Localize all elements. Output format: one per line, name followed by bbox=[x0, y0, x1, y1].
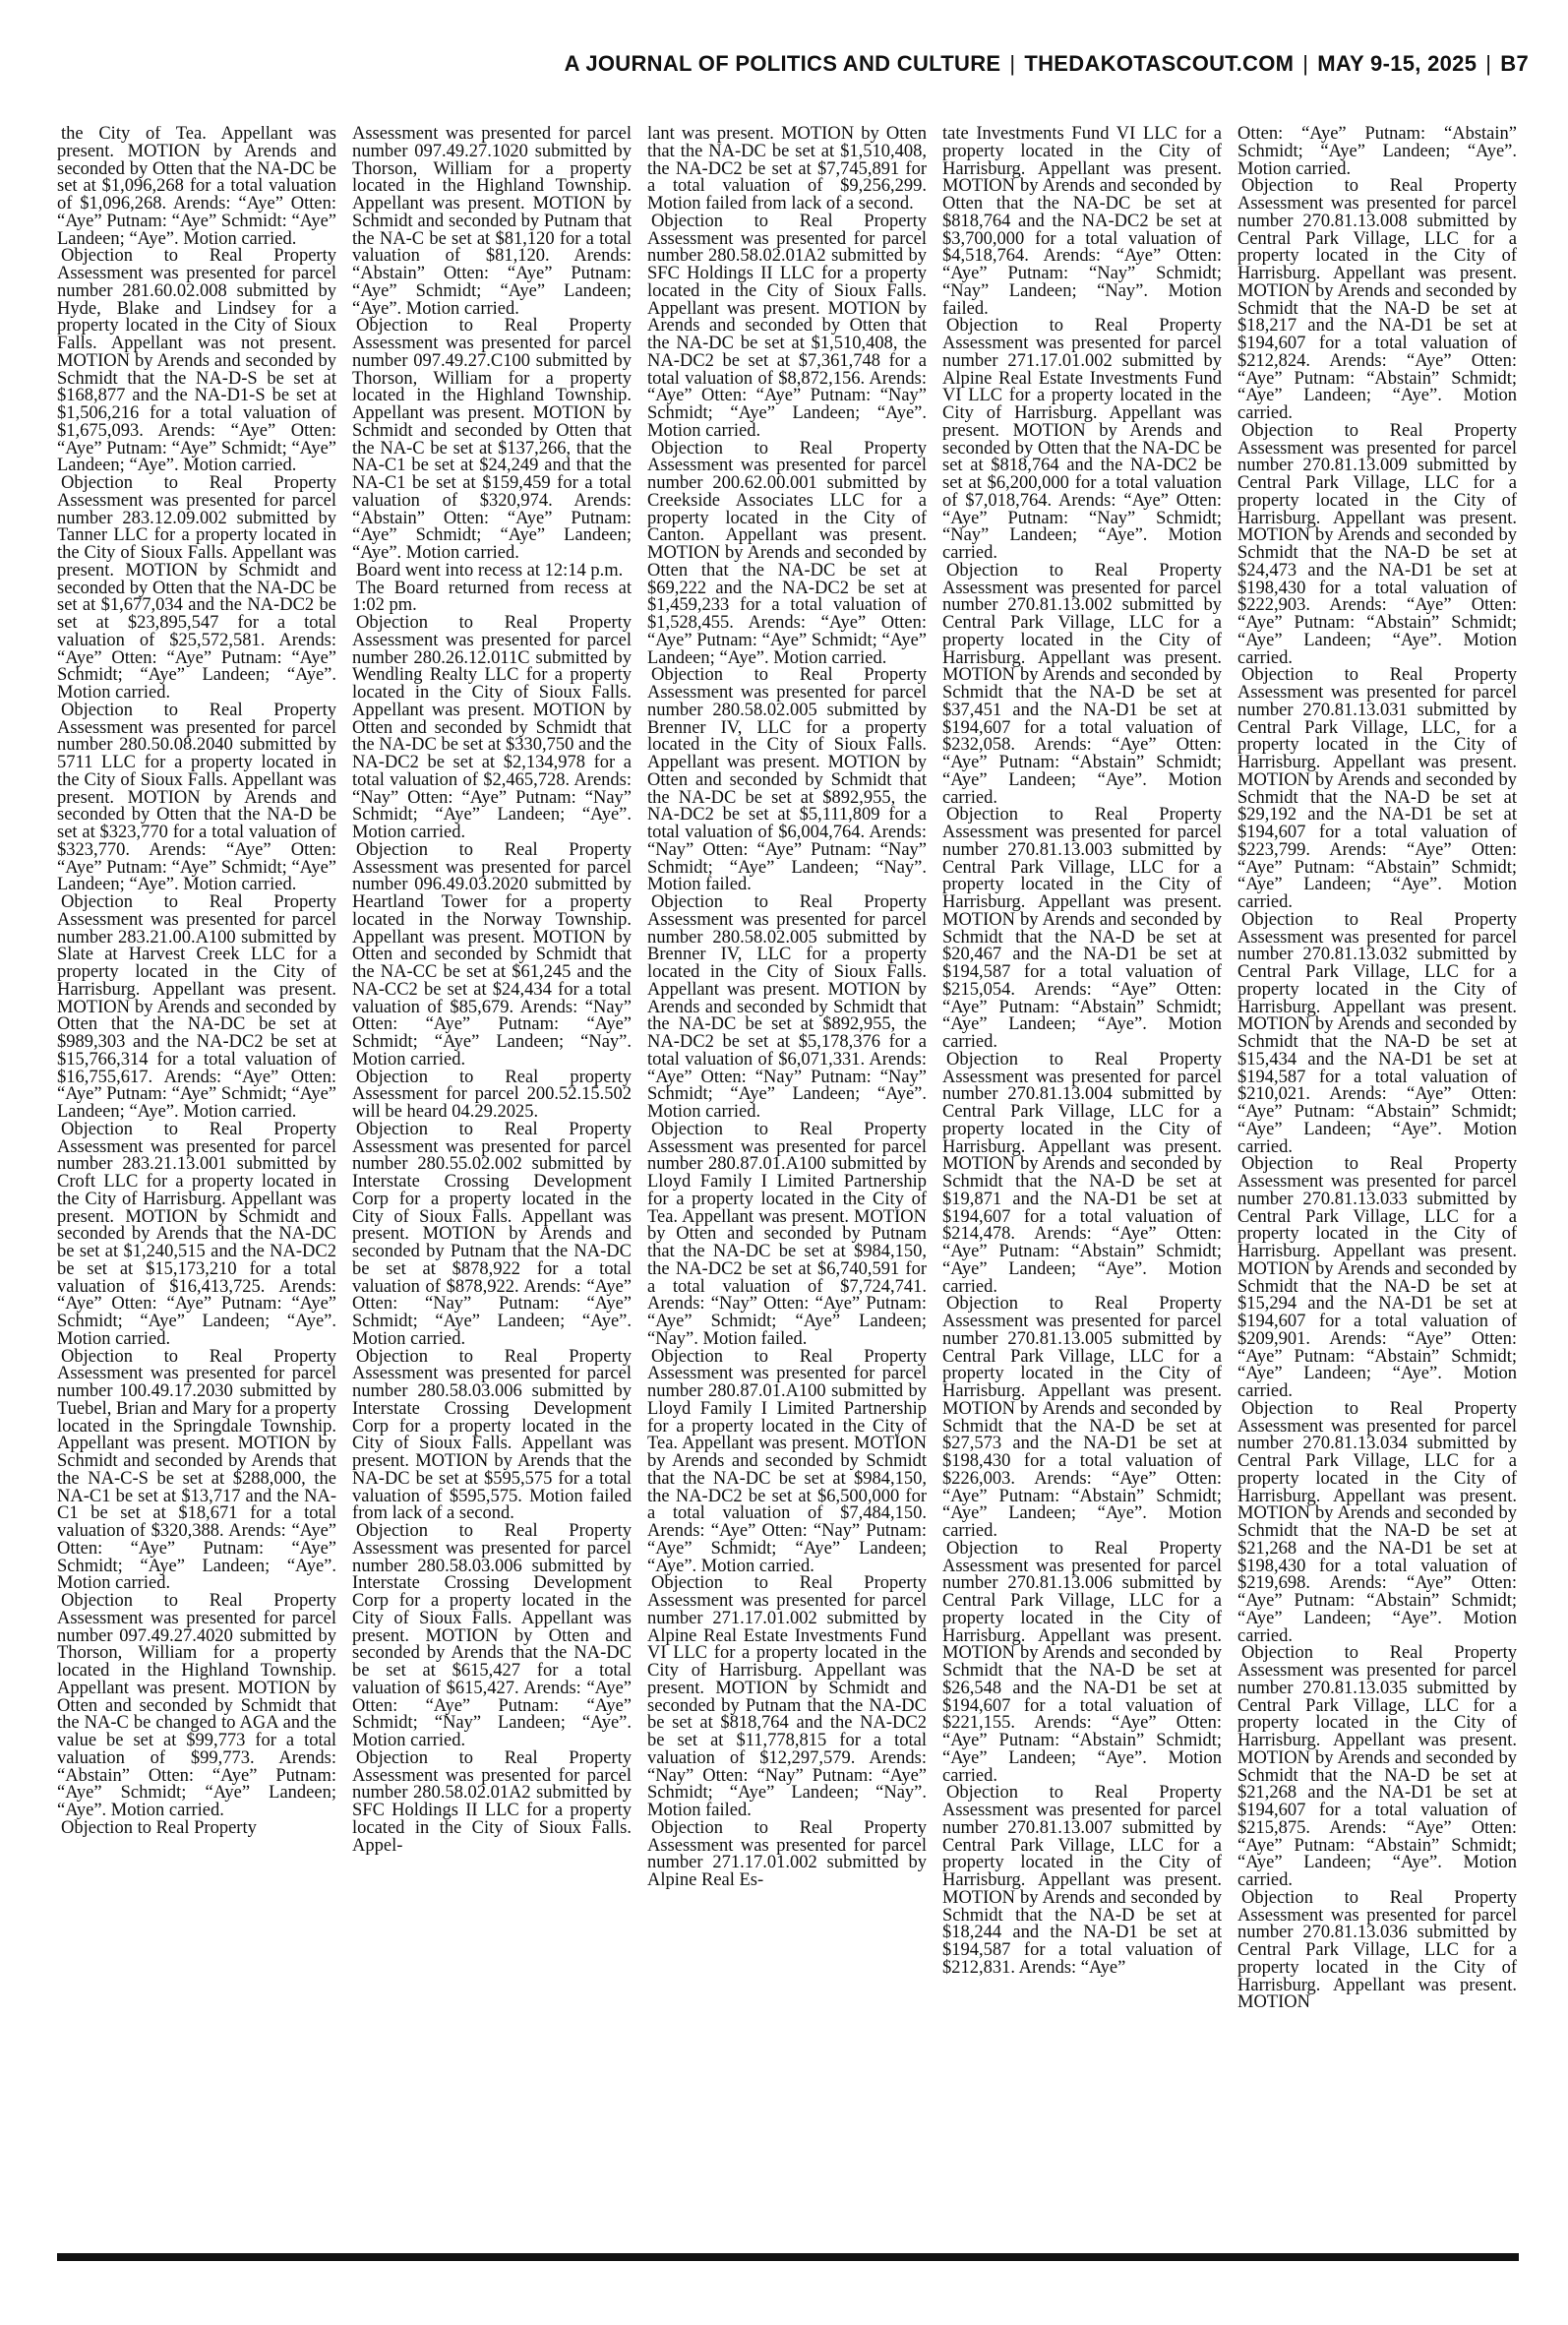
notice-paragraph: Objection to Real Property Assessment was presented for parcel number 270.81.13.036 submitted by Central Park Village, LLC for a property located in the City of Harrisburg. Appellant was present. MOTION bbox=[1237, 1887, 1517, 2013]
notice-paragraph: Objection to Real Property Assessment was presented for parcel number 100.49.17.2030 submitted by Tuebel, Brian and Mary for a property located in the Springdale Township. Appellant was present. MOTION by Schmidt and seconded by Arends that the NA-C-S be set at $288,000, the NA-C1 be set at $13,717 and the NA-C1 be set at $18,671 for a total valuation of $320,388. Arends: “Aye” Otten: “Aye” Putnam: “Aye” Schmidt; “Aye” Landeen; “Aye”. Motion carried. bbox=[57, 1346, 336, 1594]
notice-paragraph: the City of Tea. Appellant was present. MOTION by Arends and seconded by Otten that the NA-DC be set at $1,096,268 for a total valuation of $1,096,268. Arends: “Aye” Otten: “Aye” Putnam: “Aye” Schmidt: “Aye” Landeen; “Aye”. Motion carried. bbox=[57, 126, 336, 249]
notice-paragraph: Objection to Real Property Assessment was presented for parcel number 280.58.03.006 submitted by Interstate Crossing Development Corp for a property located in the City of Sioux Falls. Appellant was present. MOTION by Arends that the NA-DC be set at $595,575 for a total valuation of $595,575. Motion failed from lack of a second. bbox=[352, 1346, 632, 1524]
text-column-5 bbox=[1237, 126, 1517, 2241]
notice-paragraph: Objection to Real property Assessment for parcel 200.52.15.502 will be heard 04.29.2025. bbox=[352, 1067, 632, 1122]
notice-paragraph: Objection to Real Property Assessment was presented for parcel number 270.81.13.034 submitted by Central Park Village, LLC for a property located in the City of Harrisburg. Appellant was present. MOTION by Arends and seconded by Schmidt that the NA-D be set at $21,268 and the NA-D1 be set at $198,430 for a total valuation of $219,698. Arends: “Aye” Otten: “Aye” Putnam: “Abstain” Schmidt; “Aye” Landeen; “Aye”. Motion carried. bbox=[1237, 1398, 1517, 1646]
notice-paragraph: Objection to Real Property Assessment was presented for parcel number 270.81.13.008 submitted by Central Park Village, LLC for a property located in the City of Harrisburg. Appellant was present. MOTION by Arends and seconded by Schmidt that the NA-D be set at $18,217 and the NA-D1 be set at $194,607 for a total valuation of $212,824. Arends: “Aye” Otten: “Aye” Putnam: “Abstain” Schmidt; “Aye” Landeen; “Aye”. Motion carried. bbox=[1237, 176, 1517, 423]
bottom-rule bbox=[57, 2253, 1519, 2261]
notice-paragraph: Assessment was presented for parcel number 097.49.27.1020 submitted by Thorson, William for a property located in the Highland Township. Appellant was present. MOTION by Schmidt and seconded by Putnam that the NA-C be set at $81,120 for a total valuation of $81,120. Arends: “Abstain” Otten: “Aye” Putnam: “Aye” Schmidt; “Aye” Landeen; “Aye”. Motion carried. bbox=[352, 126, 632, 319]
notice-paragraph: Objection to Real Property Assessment was presented for parcel number 280.87.01.A100 submitted by Lloyd Family I Limited Partnership for a property located in the City of Tea. Appellant was present. MOTION by Otten and seconded by Putnam that the NA-DC be set at $984,150, the NA-DC2 be set at $6,740,591 for a total valuation of $7,724,741. Arends: “Nay” Otten: “Aye” Putnam: “Aye” Schmidt; “Aye” Landeen; “Nay”. Motion failed. bbox=[647, 1119, 927, 1349]
header-line bbox=[565, 51, 1529, 77]
notice-paragraph: Objection to Real Property Assessment was presented for parcel number 281.60.02.008 submitted by Hyde, Blake and Lindsey for a property located in the City of Sioux Falls. Appellant was not present. MOTION by Arends and seconded by Schmidt that the NA-D-S be set at $168,877 and the NA-D1-S be set at $1,506,216 for a total valuation of $1,675,093. Arends: “Aye” Otten: “Aye” Putnam: “Aye” Schmidt; “Aye” Landeen; “Aye”. Motion carried. bbox=[57, 246, 336, 476]
issue-date: MAY 9-15, 2025 bbox=[1317, 51, 1478, 76]
notice-paragraph: Objection to Real Property bbox=[61, 1817, 257, 1838]
text-column-3 bbox=[647, 126, 927, 2241]
text-column-2 bbox=[352, 126, 632, 2241]
notice-paragraph: Objection to Real Property Assessment was presented for parcel number 283.21.00.A100 submitted by Slate at Harvest Creek LLC for a property located in the City of Harrisburg. Appellant was present. MOTION by Arends and seconded by Otten that the NA-DC be set at $989,303 and the NA-DC2 be set at $15,766,314 for a total valuation of $16,755,617. Arends: “Aye” Otten: “Aye” Putnam: “Aye” Schmidt; “Aye” Landeen; “Aye”. Motion carried. bbox=[57, 892, 336, 1122]
notice-paragraph: Objection to Real Property Assessment was presented for parcel number 280.58.02.005 submitted by Brenner IV, LLC for a property located in the City of Sioux Falls. Appellant was present. MOTION by Otten and seconded by Schmidt that the NA-DC be set at $892,955, the NA-DC2 be set at $5,111,809 for a total valuation of $6,004,764. Arends: “Nay” Otten: “Aye” Putnam: “Nay” Schmidt; “Aye” Landeen; “Nay”. Motion failed. bbox=[647, 665, 927, 895]
notice-paragraph: Objection to Real Property Assessment was presented for parcel number 270.81.13.003 submitted by Central Park Village, LLC for a property located in the City of Harrisburg. Appellant was present. MOTION by Arends and seconded by Schmidt that the NA-D be set at $20,467 and the NA-D1 be set at $194,587 for a total valuation of $215,054. Arends: “Aye” Otten: “Aye” Putnam: “Abstain” Schmidt; “Aye” Landeen; “Aye”. Motion carried. bbox=[942, 805, 1222, 1052]
notice-paragraph: The Board returned from recess at 1:02 pm. bbox=[352, 578, 632, 616]
header-separator: | bbox=[1485, 51, 1492, 76]
notice-paragraph: Objection to Real Property Assessment was presented for parcel number 270.81.13.007 submitted by Central Park Village, LLC for a property located in the City of Harrisburg. Appellant was present. MOTION by Arends and seconded by Schmidt that the NA-D be set at $18,244 and the NA-D1 be set at $194,587 for a total valuation of $212,831. Arends: “Aye” bbox=[942, 1783, 1222, 1978]
notice-paragraph: Objection to Real Property Assessment was presented for parcel number 271.17.01.002 submitted by Alpine Real Estate Investments Fund VI LLC for a property located in the City of Harrisburg. Appellant was present. MOTION by Schmidt and seconded by Putnam that the NA-DC be set at $818,764 and the NA-DC2 be set at $11,778,815 for a total valuation of $12,297,579. Arends: “Nay” Otten: “Nay” Putnam: “Aye” Schmidt; “Aye” Landeen; “Nay”. Motion failed. bbox=[647, 1573, 927, 1820]
notice-paragraph: Objection to Real Property Assessment was presented for parcel number 280.58.02.01A2 submitted by SFC Holdings II LLC for a property located in the City of Sioux Falls. Appel- bbox=[352, 1747, 632, 1856]
notice-paragraph: Objection to Real Property Assessment was presented for parcel number 280.58.02.01A2 submitted by SFC Holdings II LLC for a property located in the City of Sioux Falls. Appellant was present. MOTION by Arends and seconded by Otten that the NA-DC be set at $1,510,408, the NA-DC2 be set at $7,361,748 for a total valuation of $8,872,156. Arends: “Aye” Otten: “Aye” Putnam: “Nay” Schmidt; “Aye” Landeen; “Aye”. Motion carried. bbox=[647, 211, 927, 441]
text-column-1 bbox=[57, 126, 336, 2241]
notice-paragraph: Objection to Real Property Assessment was presented for parcel number 096.49.03.2020 submitted by Heartland Tower for a property located in the Norway Township. Appellant was present. MOTION by Otten and seconded by Schmidt that the NA-CC be set at $61,245 and the NA-CC2 be set at $24,434 for a total valuation of $85,679. Arends: “Nay” Otten: “Aye” Putnam: “Aye” Schmidt; “Aye” Landeen; “Nay”. Motion carried. bbox=[352, 839, 632, 1070]
notice-paragraph: Objection to Real Property Assessment was presented for parcel number 270.81.13.004 submitted by Central Park Village, LLC for a property located in the City of Harrisburg. Appellant was present. MOTION by Arends and seconded by Schmidt that the NA-D be set at $19,871 and the NA-D1 be set at $194,607 for a total valuation of $214,478. Arends: “Aye” Otten: “Aye” Putnam: “Abstain” Schmidt; “Aye” Landeen; “Aye”. Motion carried. bbox=[942, 1049, 1222, 1297]
site-url[interactable]: THEDAKOTASCOUT.COM bbox=[1024, 51, 1295, 76]
notice-paragraph: lant was present. MOTION by Otten that the NA-DC be set at $1,510,408, the NA-DC2 be set at $7,745,891 for a total valuation of $9,256,299. Motion failed from lack of a second. bbox=[647, 126, 927, 214]
notice-paragraph: Objection to Real Property Assessment was presented for parcel number 270.81.13.009 submitted by Central Park Village, LLC for a property located in the City of Harrisburg. Appellant was present. MOTION by Arends and seconded by Schmidt that the NA-D be set at $24,473 and the NA-D1 be set at $198,430 for a total valuation of $222,903. Arends: “Aye” Otten: “Aye” Putnam: “Abstain” Schmidt; “Aye” Landeen; “Aye”. Motion carried. bbox=[1237, 420, 1517, 668]
page-header bbox=[0, 51, 1568, 87]
page-number: B7 bbox=[1500, 51, 1529, 76]
notice-paragraph: Otten: “Aye” Putnam: “Abstain” Schmidt; “Aye” Landeen; “Aye”. Motion carried. bbox=[1237, 126, 1517, 179]
notice-paragraph: Objection to Real Property Assessment was presented for parcel number 270.81.13.033 submitted by Central Park Village, LLC for a property located in the City of Harrisburg. Appellant was present. MOTION by Arends and seconded by Schmidt that the NA-D be set at $15,294 and the NA-D1 be set at $194,607 for a total valuation of $209,901. Arends: “Aye” Otten: “Aye” Putnam: “Abstain” Schmidt; “Aye” Landeen; “Aye”. Motion carried. bbox=[1237, 1154, 1517, 1401]
notice-paragraph: Board went into recess at 12:14 p.m. bbox=[356, 560, 624, 581]
notice-paragraph: Objection to Real Property Assessment was presented for parcel number 200.62.00.001 submitted by Creekside Associates LLC for a property located in the City of Canton. Appellant was present. MOTION by Arends and seconded by Otten that the NA-DC be set at $69,222 and the NA-DC2 be set at $1,459,233 for a total valuation of $1,528,455. Arends: “Aye” Otten: “Aye” Putnam: “Aye” Schmidt; “Aye” Landeen; “Aye”. Motion carried. bbox=[647, 438, 927, 668]
notice-paragraph: Objection to Real Property Assessment was presented for parcel number 280.58.03.006 submitted by Interstate Crossing Development Corp for a property located in the City of Sioux Falls. Appellant was present. MOTION by Otten and seconded by Arends that the NA-DC be set at $615,427 for a total valuation of $615,427. Arends: “Aye” Otten: “Aye” Putnam: “Aye” Schmidt; “Nay” Landeen; “Aye”. Motion carried. bbox=[352, 1521, 632, 1750]
notice-paragraph: Objection to Real Property Assessment was presented for parcel number 270.81.13.005 submitted by Central Park Village, LLC for a property located in the City of Harrisburg. Appellant was present. MOTION by Arends and seconded by Schmidt that the NA-D be set at $27,573 and the NA-D1 be set at $198,430 for a total valuation of $226,003. Arends: “Aye” Otten: “Aye” Putnam: “Abstain” Schmidt; “Aye” Landeen; “Aye”. Motion carried. bbox=[942, 1294, 1222, 1541]
notice-paragraph: Objection to Real Property Assessment was presented for parcel number 270.81.13.031 submitted by Central Park Village, LLC, for a property located in the City of Harrisburg. Appellant was present. MOTION by Arends and seconded by Schmidt that the NA-D be set at $29,192 and the NA-D1 be set at $194,607 for a total valuation of $223,799. Arends: “Aye” Otten: “Aye” Putnam: “Abstain” Schmidt; “Aye” Landeen; “Aye”. Motion carried. bbox=[1237, 665, 1517, 912]
article-columns bbox=[57, 126, 1519, 2241]
notice-paragraph: Objection to Real Property Assessment was presented for parcel number 280.58.02.005 submitted by Brenner IV, LLC for a property located in the City of Sioux Falls. Appellant was present. MOTION by Arends and seconded by Schmidt that the NA-DC be set at $892,955, the NA-DC2 be set at $5,178,376 for a total valuation of $6,071,331. Arends: “Aye” Otten: “Nay” Putnam: “Nay” Schmidt; “Aye” Landeen; “Aye”. Motion carried. bbox=[647, 892, 927, 1122]
notice-paragraph: Objection to Real Property Assessment was presented for parcel number 097.49.27.4020 submitted by Thorson, William for a property located in the Highland Township. Appellant was present. MOTION by Otten and seconded by Schmidt that the NA-C be changed to AGA and the value be set at $99,773 for a total valuation of $99,773. Arends: “Abstain” Otten: “Aye” Putnam: “Aye” Schmidt; “Aye” Landeen; “Aye”. Motion carried. bbox=[57, 1591, 336, 1820]
notice-paragraph: Objection to Real Property Assessment was presented for parcel number 280.55.02.002 submitted by Interstate Crossing Development Corp for a property located in the City of Sioux Falls. Appellant was present. MOTION by Arends and seconded by Putnam that the NA-DC be set at $878,922 for a total valuation of $878,922. Arends: “Aye” Otten: “Nay” Putnam: “Aye” Schmidt; “Aye” Landeen; “Aye”. Motion carried. bbox=[352, 1119, 632, 1349]
notice-paragraph: Objection to Real Property Assessment was presented for parcel number 271.17.01.002 submitted by Alpine Real Estate Investments Fund VI LLC for a property located in the City of Harrisburg. Appellant was present. MOTION by Arends and seconded by Otten that the NA-DC be set at $818,764 and the NA-DC2 be set at $6,200,000 for a total valuation of $7,018,764. Arends: “Aye” Otten: “Aye” Putnam: “Nay” Schmidt; “Nay” Landeen; “Aye”. Motion carried. bbox=[942, 316, 1222, 563]
notice-paragraph: Objection to Real Property Assessment was presented for parcel number 280.50.08.2040 submitted by 5711 LLC for a property located in the City of Sioux Falls. Appellant was present. MOTION by Arends and seconded by Otten that the NA-D be set at $323,770 for a total valuation of $323,770. Arends: “Aye” Otten: “Aye” Putnam: “Aye” Schmidt; “Aye” Landeen; “Aye”. Motion carried. bbox=[57, 700, 336, 895]
header-separator: | bbox=[1009, 51, 1016, 76]
notice-paragraph: Objection to Real Property Assessment was presented for parcel number 283.21.13.001 submitted by Croft LLC for a property located in the City of Harrisburg. Appellant was present. MOTION by Schmidt and seconded by Arends that the NA-DC be set at $1,240,515 and the NA-DC2 be set at $15,173,210 for a total valuation of $16,413,725. Arends: “Aye” Otten: “Aye” Putnam: “Aye” Schmidt; “Aye” Landeen; “Aye”. Motion carried. bbox=[57, 1119, 336, 1349]
text-column-4 bbox=[942, 126, 1222, 2241]
notice-paragraph: Objection to Real Property Assessment was presented for parcel number 271.17.01.002 submitted by Alpine Real Es- bbox=[647, 1817, 927, 1890]
notice-paragraph: Objection to Real Property Assessment was presented for parcel number 270.81.13.006 submitted by Central Park Village, LLC for a property located in the City of Harrisburg. Appellant was present. MOTION by Arends and seconded by Schmidt that the NA-D be set at $26,548 and the NA-D1 be set at $194,607 for a total valuation of $221,155. Arends: “Aye” Otten: “Aye” Putnam: “Abstain” Schmidt; “Aye” Landeen; “Aye”. Motion carried. bbox=[942, 1538, 1222, 1786]
notice-paragraph: tate Investments Fund VI LLC for a property located in the City of Harrisburg. Appellant was present. MOTION by Arends and seconded by Otten that the NA-DC be set at $818,764 and the NA-DC2 be set at $3,700,000 for a total valuation of $4,518,764. Arends: “Aye” Otten: “Aye” Putnam: “Nay” Schmidt; “Nay” Landeen; “Nay”. Motion failed. bbox=[942, 126, 1222, 319]
notice-paragraph: Objection to Real Property Assessment was presented for parcel number 270.81.13.035 submitted by Central Park Village, LLC for a property located in the City of Harrisburg. Appellant was present. MOTION by Arends and seconded by Schmidt that the NA-D be set at $21,268 and the NA-D1 be set at $194,607 for a total valuation of $215,875. Arends: “Aye” Otten: “Aye” Putnam: “Abstain” Schmidt; “Aye” Landeen; “Aye”. Motion carried. bbox=[1237, 1643, 1517, 1890]
notice-paragraph: Objection to Real Property Assessment was presented for parcel number 280.87.01.A100 submitted by Lloyd Family I Limited Partnership for a property located in the City of Tea. Appellant was present. MOTION by Arends and seconded by Schmidt that the NA-DC be set at $984,150, the NA-DC2 be set at $6,500,000 for a total valuation of $7,484,150. Arends: “Aye” Otten: “Nay” Putnam: “Aye” Schmidt; “Aye” Landeen; “Aye”. Motion carried. bbox=[647, 1346, 927, 1576]
notice-paragraph: Objection to Real Property Assessment was presented for parcel number 270.81.13.002 submitted by Central Park Village, LLC for a property located in the City of Harrisburg. Appellant was present. MOTION by Arends and seconded by Schmidt that the NA-D be set at $37,451 and the NA-D1 be set at $194,607 for a total valuation of $232,058. Arends: “Aye” Otten: “Aye” Putnam: “Abstain” Schmidt; “Aye” Landeen; “Aye”. Motion carried. bbox=[942, 560, 1222, 808]
journal-tagline: A JOURNAL OF POLITICS AND CULTURE bbox=[564, 51, 1001, 76]
notice-paragraph: Objection to Real Property Assessment was presented for parcel number 280.26.12.011C submitted by Wendling Realty LLC for a property located in the City of Sioux Falls. Appellant was present. MOTION by Otten and seconded by Schmidt that the NA-DC be set at $330,750 and the NA-DC2 be set at $2,134,978 for a total valuation of $2,465,728. Arends: “Nay” Otten: “Aye” Putnam: “Nay” Schmidt; “Aye” Landeen; “Aye”. Motion carried. bbox=[352, 613, 632, 842]
header-separator: | bbox=[1302, 51, 1309, 76]
notice-paragraph: Objection to Real Property Assessment was presented for parcel number 097.49.27.C100 submitted by Thorson, William for a property located in the Highland Township. Appellant was present. MOTION by Schmidt and seconded by Otten that the NA-C be set at $137,266, that the NA-C1 be set at $24,249 and that the NA-C1 be set at $159,459 for a total valuation of $320,974. Arends: “Abstain” Otten: “Aye” Putnam: “Aye” Schmidt; “Aye” Landeen; “Aye”. Motion carried. bbox=[352, 316, 632, 563]
notice-paragraph: Objection to Real Property Assessment was presented for parcel number 283.12.09.002 submitted by Tanner LLC for a property located in the City of Sioux Falls. Appellant was present. MOTION by Schmidt and seconded by Otten that the NA-DC be set at $1,677,034 and the NA-DC2 be set at $23,895,547 for a total valuation of $25,572,581. Arends: “Aye” Otten: “Aye” Putnam: “Aye” Schmidt; “Aye” Landeen; “Aye”. Motion carried. bbox=[57, 473, 336, 703]
notice-paragraph: Objection to Real Property Assessment was presented for parcel number 270.81.13.032 submitted by Central Park Village, LLC for a property located in the City of Harrisburg. Appellant was present. MOTION by Arends and seconded by Schmidt that the NA-D be set at $15,434 and the NA-D1 be set at $194,587 for a total valuation of $210,021. Arends: “Aye” Otten: “Aye” Putnam: “Abstain” Schmidt; “Aye” Landeen; “Aye”. Motion carried. bbox=[1237, 909, 1517, 1157]
